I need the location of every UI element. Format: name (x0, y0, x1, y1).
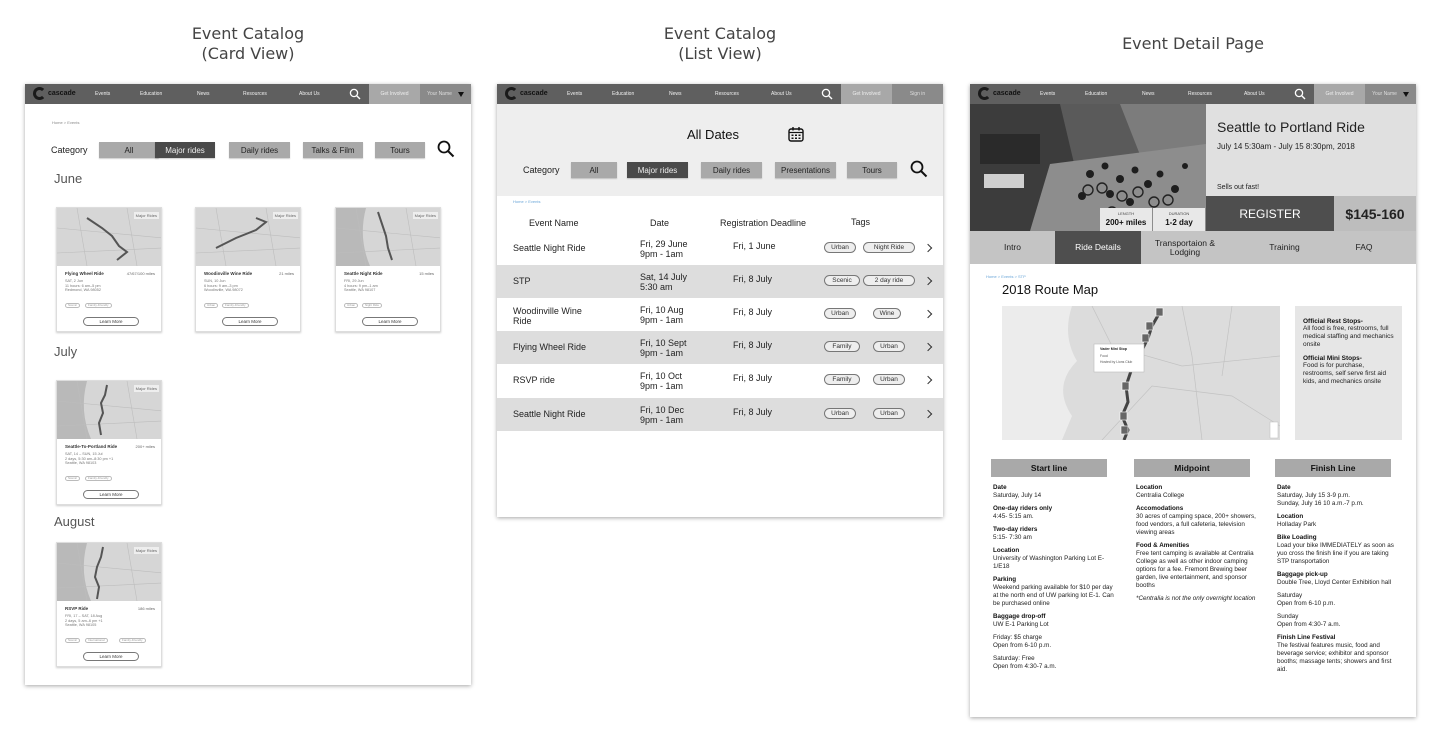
card-tag: Night Ride (362, 303, 382, 308)
detail-text: Saturday, July 15 3-9 p.m. Sunday, July 16 10 a.m.-7 p.m. (1277, 492, 1364, 507)
learn-more-button[interactable]: Learn More (222, 317, 278, 326)
tab-ride-details[interactable]: Ride Details (1055, 231, 1141, 264)
date-cell: Fri, 10 Sept 9pm - 1am (640, 338, 687, 358)
chip-daily-rides[interactable]: Daily rides (229, 142, 290, 158)
search-icon[interactable] (437, 140, 455, 158)
detail-heading: Location (1277, 513, 1304, 520)
detail-text: 4:45- 5:15 am. (993, 513, 1034, 520)
nav-bar (970, 84, 1416, 104)
chip-all[interactable]: All (571, 162, 617, 178)
card-detail-line: 2 days, 5 am–6 pm +1 (65, 618, 103, 623)
logo-icon (978, 87, 991, 100)
card-detail-line: SUN, 10 Jun (204, 279, 226, 283)
table-row[interactable] (497, 265, 943, 298)
card-distance: 200+ miles (135, 444, 155, 449)
logo[interactable] (505, 87, 548, 100)
event-card[interactable] (335, 207, 441, 332)
table-row[interactable] (497, 364, 943, 397)
get-involved-button[interactable]: Get Involved (369, 84, 420, 104)
map-category-tag: Major Rides (414, 213, 436, 218)
length-label: LENGTH (1117, 211, 1135, 216)
nav-bar (497, 84, 943, 104)
tab-intro[interactable]: Intro (1003, 242, 1021, 252)
logo-icon (505, 87, 518, 100)
user-menu[interactable] (1365, 84, 1416, 104)
learn-more-button[interactable]: Learn More (83, 317, 139, 326)
detail-heading: Date (1277, 484, 1291, 491)
logo-text: cascade (520, 90, 548, 97)
event-dates: July 14 5:30am - July 15 8:30pm, 2018 (1217, 142, 1355, 151)
table-row[interactable] (497, 331, 943, 364)
nav-events[interactable]: Events (95, 91, 111, 97)
card-detail-line: SAT, 14 – SUN, 15 Jul (65, 452, 103, 456)
nav-education[interactable]: Education (612, 91, 635, 97)
nav-news[interactable]: News (197, 91, 210, 97)
detail-heading: One-day riders only (993, 505, 1053, 512)
learn-more-button[interactable]: Learn More (362, 317, 418, 326)
event-name-cell[interactable]: Seattle Night Ride (513, 409, 586, 419)
detail-text: 30 acres of camping space, 200+ showers, food vendors, a full cafeteria, television viewing areas (1136, 513, 1256, 536)
nav-education[interactable]: Education (140, 91, 163, 97)
chip-major-rides[interactable]: Major rides (627, 162, 688, 178)
card-detail-line: 4 hours: 9 pm–1 am (344, 283, 378, 288)
event-card[interactable] (56, 542, 162, 667)
duration-stat (1153, 208, 1205, 231)
card-map (336, 208, 440, 266)
detail-text: *Centralia is not the only overnight location (1136, 595, 1256, 602)
sold-out-note: Sells out fast! (1217, 184, 1260, 191)
event-card[interactable] (56, 380, 162, 505)
midpoint-details (1136, 484, 1261, 608)
nav-about[interactable]: About Us (299, 91, 320, 97)
card-distance: 47/67/100 miles (126, 271, 155, 276)
table-row[interactable] (497, 398, 943, 431)
event-card[interactable] (56, 207, 162, 332)
mini-stops-text: Food is for purchase, restrooms, self serve first aid kids, and mechanics onsite (1303, 362, 1387, 385)
price: $145-160 (1334, 196, 1416, 231)
card-distance: 186 miles (137, 606, 155, 611)
detail-text: Holladay Park (1277, 521, 1317, 528)
all-dates-label[interactable]: All Dates (687, 127, 740, 142)
event-name-cell[interactable]: STP (513, 276, 531, 286)
detail-text: The festival features music, food and beverage service; exhibitor and sponsor booths; massage tents; showers and first aid. (1277, 642, 1392, 673)
event-name-cell[interactable]: Woodinville Wine Ride (513, 306, 582, 326)
detail-text: Double Tree, Lloyd Center Exhibition hall (1277, 579, 1392, 586)
card-detail-line: SAT, 2 Jun (65, 279, 84, 283)
tag-pill[interactable]: Urban (873, 374, 905, 385)
search-icon[interactable] (349, 88, 361, 100)
card-view-title: Event Catalog (Card View) (191, 24, 305, 63)
date-cell: Fri, 10 Oct 9pm - 1am (640, 371, 684, 391)
deadline-cell: Fri, 1 June (733, 241, 776, 251)
detail-heading: Parking (993, 576, 1017, 583)
card-detail-line: FRI, 17 – SAT, 18 Aug (65, 614, 103, 618)
event-name-cell[interactable]: Flying Wheel Ride (513, 342, 587, 352)
route-map-title: 2018 Route Map (1002, 282, 1099, 297)
finish-line-details (1277, 484, 1402, 679)
detail-text: Sunday Open from 4:30-7 a.m. (1277, 613, 1341, 628)
month-june: June (54, 171, 83, 186)
chevron-right-icon[interactable] (924, 310, 932, 318)
map-category-tag: Major Rides (135, 213, 157, 218)
detail-text: Centralia College (1136, 492, 1185, 499)
card-detail-line: Seattle, WA 98105 (65, 623, 97, 627)
user-name: Your Name (427, 91, 452, 97)
chip-tours[interactable]: Tours (847, 162, 897, 178)
card-tag: International (85, 638, 108, 643)
detail-text: 5:15- 7:30 am (993, 534, 1032, 541)
logo[interactable] (33, 87, 76, 100)
tag-pill[interactable]: Urban (824, 308, 856, 319)
caret-down-icon (458, 92, 464, 97)
date-cell: Fri, 29 June 9pm - 1am (640, 239, 688, 259)
detail-heading: Date (993, 484, 1007, 491)
deadline-cell: Fri, 8 July (733, 274, 773, 284)
nav-bar (25, 84, 471, 104)
tag-pill[interactable]: Urban (873, 408, 905, 419)
tag-pill[interactable]: Urban (824, 408, 856, 419)
date-cell: Fri, 10 Dec 9pm - 1am (640, 405, 685, 425)
tab-faq[interactable]: FAQ (1355, 242, 1373, 252)
deadline-cell: Fri, 8 July (733, 340, 773, 350)
card-detail-line: 11 hours: 6 am–5 pm (65, 283, 101, 288)
event-card[interactable] (195, 207, 301, 332)
card-detail-line: Seattle, WA 98103 (65, 461, 97, 465)
filter-panel (497, 104, 943, 196)
card-tag: Scenic (65, 476, 80, 481)
chip-daily-rides[interactable]: Daily rides (701, 162, 762, 178)
category-label: Category (523, 165, 560, 175)
detail-text: Saturday Open from 6-10 p.m. (1277, 592, 1336, 607)
card-detail-line: FRI, 29 Jun (344, 279, 364, 283)
detail-title: Event Detail Page (1122, 34, 1264, 53)
tab-training[interactable]: Training (1269, 242, 1300, 252)
detail-heading: Location (993, 547, 1020, 554)
map-popup-line-2: Hosted by Lions Club (1100, 360, 1133, 364)
nav-news[interactable]: News (669, 91, 682, 97)
card-detail-line: 6 hours: 9 am–3 pm (204, 283, 238, 288)
search-icon[interactable] (1294, 88, 1306, 100)
detail-heading: Baggage pick-up (1277, 571, 1328, 578)
category-label: Category (51, 145, 88, 155)
card-detail-line: Woodinville, WA 98072 (204, 288, 243, 292)
detail-tabs (970, 231, 1416, 264)
detail-heading: Baggage drop-off (993, 613, 1046, 620)
nav-news[interactable]: News (1142, 91, 1155, 97)
list-view-frame (497, 84, 943, 517)
date-cell: Sat, 14 July 5:30 am (640, 272, 688, 292)
chevron-right-icon[interactable] (924, 410, 932, 418)
detail-text: University of Washington Parking Lot E-1/E18 (993, 555, 1105, 570)
register-button[interactable]: REGISTER (1206, 196, 1334, 231)
rest-stops-heading: Official Rest Stops- (1303, 318, 1363, 325)
nav-education[interactable]: Education (1085, 91, 1108, 97)
nav-events[interactable]: Events (1040, 91, 1056, 97)
detail-heading: Food & Amenities (1136, 542, 1190, 549)
tag-pill[interactable]: Scenic (824, 275, 860, 286)
breadcrumb[interactable]: Home > Events (513, 199, 541, 204)
logo-icon (33, 87, 46, 100)
detail-text: Saturday: Free Open from 4:30-7 a.m. (993, 655, 1057, 670)
detail-text: Friday: $5 charge Open from 6-10 p.m. (993, 634, 1052, 649)
card-detail-line: 2 days, 5:30 am–8:30 pm +1 (65, 456, 114, 461)
logo-text: cascade (993, 90, 1021, 97)
card-title: Seattle Night Ride (344, 271, 383, 276)
deadline-cell: Fri, 8 July (733, 407, 773, 417)
tag-pill[interactable]: Urban (873, 341, 905, 352)
length-value: 200+ miles (1105, 218, 1147, 227)
start-line-details (993, 484, 1118, 676)
card-tag: Family-Friendly (85, 303, 112, 308)
breadcrumb[interactable]: Home > Events > STP (986, 274, 1026, 279)
card-detail-line: Seattle, WA 98107 (344, 288, 376, 292)
nav-events[interactable]: Events (567, 91, 583, 97)
card-tag: Family-Friendly (85, 476, 112, 481)
chevron-right-icon[interactable] (924, 277, 932, 285)
chevron-right-icon[interactable] (924, 343, 932, 351)
header-date[interactable]: Date (650, 218, 670, 228)
table-row[interactable] (497, 232, 943, 265)
card-title: Woodinville Wine Ride (204, 271, 253, 276)
event-name-cell[interactable]: Seattle Night Ride (513, 243, 586, 253)
detail-heading: Finish Line Festival (1277, 634, 1336, 641)
logo-text: cascade (48, 90, 76, 97)
tag-pill[interactable]: Urban (824, 242, 856, 253)
list-view-title: Event Catalog (List View) (663, 24, 777, 63)
card-tag: Urban (344, 303, 358, 308)
card-distance: 15 miles (419, 271, 434, 276)
start-line-heading: Start line (991, 459, 1107, 477)
caret-down-icon (1403, 92, 1409, 97)
tag-pill[interactable]: 2 day ride (863, 275, 915, 286)
detail-heading: Accomodations (1136, 505, 1184, 512)
user-name: Your Name (1372, 91, 1397, 97)
card-tag: Scenic (65, 303, 80, 308)
chevron-right-icon[interactable] (924, 244, 932, 252)
map-popup-line-1: Food (1100, 354, 1108, 358)
detail-text: Weekend parking available for $10 per day at the north end of UW parking lot E-1. Can be purchased online (993, 584, 1114, 607)
date-cell: Fri, 10 Aug 9pm - 1am (640, 305, 684, 325)
chip-all[interactable]: All (99, 142, 159, 158)
breadcrumb[interactable]: Home > Events (52, 120, 80, 125)
logo[interactable] (978, 87, 1021, 100)
map-category-tag: Major Rides (135, 386, 157, 391)
deadline-cell: Fri, 8 July (733, 307, 773, 317)
calendar-icon[interactable] (788, 126, 804, 142)
card-detail-line: Redmond, WA 98052 (65, 288, 101, 292)
table-row[interactable] (497, 298, 943, 331)
card-map (57, 543, 161, 601)
detail-frame (970, 84, 1416, 717)
rest-stops-text: All food is free, restrooms, full medical staffing and mechanics onsite (1303, 325, 1394, 348)
route-map[interactable] (1002, 306, 1280, 440)
card-title: RSVP Ride (65, 606, 89, 611)
card-map (57, 208, 161, 266)
search-icon[interactable] (821, 88, 833, 100)
card-map (57, 381, 161, 439)
month-august: August (54, 514, 95, 529)
chevron-right-icon[interactable] (924, 376, 932, 384)
sign-in-button[interactable]: Sign in (892, 84, 943, 104)
event-name-cell[interactable]: RSVP ride (513, 375, 555, 385)
detail-text: Load your bike IMMEDIATELY as soon as yuo cross the finish line if you are taking STP transportation (1277, 542, 1394, 565)
duration-value: 1-2 day (1165, 218, 1193, 227)
card-distance: 21 miles (279, 271, 294, 276)
nav-resources[interactable]: Resources (1188, 91, 1212, 97)
nav-about[interactable]: About Us (771, 91, 792, 97)
learn-more-button[interactable]: Learn More (83, 652, 139, 661)
chip-talks-film[interactable]: Talks & Film (303, 142, 363, 158)
card-tag: Scenic (65, 638, 80, 643)
event-title: Seattle to Portland Ride (1217, 119, 1365, 135)
detail-heading: Location (1136, 484, 1163, 491)
learn-more-button[interactable]: Learn More (83, 490, 139, 499)
card-tag: Family-Friendly (119, 638, 146, 643)
nav-resources[interactable]: Resources (715, 91, 739, 97)
card-title: Seattle-To-Portland Ride (65, 444, 118, 449)
duration-label: DURATION (1168, 211, 1190, 216)
tag-pill[interactable]: Night Ride (863, 242, 915, 253)
header-event-name[interactable]: Event Name (529, 218, 579, 228)
detail-heading: Two-day riders (993, 526, 1038, 533)
detail-text: UW E-1 Parking Lot (993, 621, 1049, 628)
detail-text: Free tent camping is available at Centralia College as well as other indoor camping options for a fee. Fremont Brewing beer garden, live entertainment, and sponsor booths (1136, 550, 1254, 589)
card-map (196, 208, 300, 266)
nav-resources[interactable]: Resources (243, 91, 267, 97)
route-notes (1295, 306, 1402, 440)
deadline-cell: Fri, 8 July (733, 373, 773, 383)
map-category-tag: Major Rides (135, 548, 157, 553)
card-title: Flying Wheel Ride (65, 271, 104, 276)
chip-major-rides[interactable]: Major rides (155, 142, 215, 158)
map-popup-title: Vader Mini Stop (1100, 347, 1127, 351)
header-tags[interactable]: Tags (851, 217, 871, 227)
card-tag: Urban (204, 303, 218, 308)
finish-line-heading: Finish Line (1275, 459, 1391, 477)
midpoint-heading: Midpoint (1134, 459, 1250, 477)
user-menu[interactable] (420, 84, 471, 104)
tab-transportation[interactable]: Transportaion & Lodging (1154, 237, 1216, 257)
detail-heading: Bike Loading (1277, 534, 1317, 541)
card-tag: Family-Friendly (222, 303, 249, 308)
detail-text: Saturday, July 14 (993, 492, 1042, 499)
header-deadline[interactable]: Registration Deadline (720, 218, 807, 228)
tag-pill[interactable]: Family (824, 374, 860, 385)
map-category-tag: Major Rides (274, 213, 296, 218)
card-view-frame (25, 84, 471, 685)
month-july: July (54, 344, 78, 359)
get-involved-button[interactable]: Get Involved (1314, 84, 1365, 104)
chip-tours[interactable]: Tours (375, 142, 425, 158)
tag-pill[interactable]: Family (824, 341, 860, 352)
length-stat (1100, 208, 1152, 231)
mini-stops-heading: Official Mini Stops- (1303, 355, 1362, 362)
tag-pill[interactable]: Wine (873, 308, 901, 319)
get-involved-button[interactable]: Get Involved (841, 84, 892, 104)
nav-about[interactable]: About Us (1244, 91, 1265, 97)
chip-presentations[interactable]: Presentations (775, 162, 836, 178)
search-icon[interactable] (910, 160, 928, 178)
